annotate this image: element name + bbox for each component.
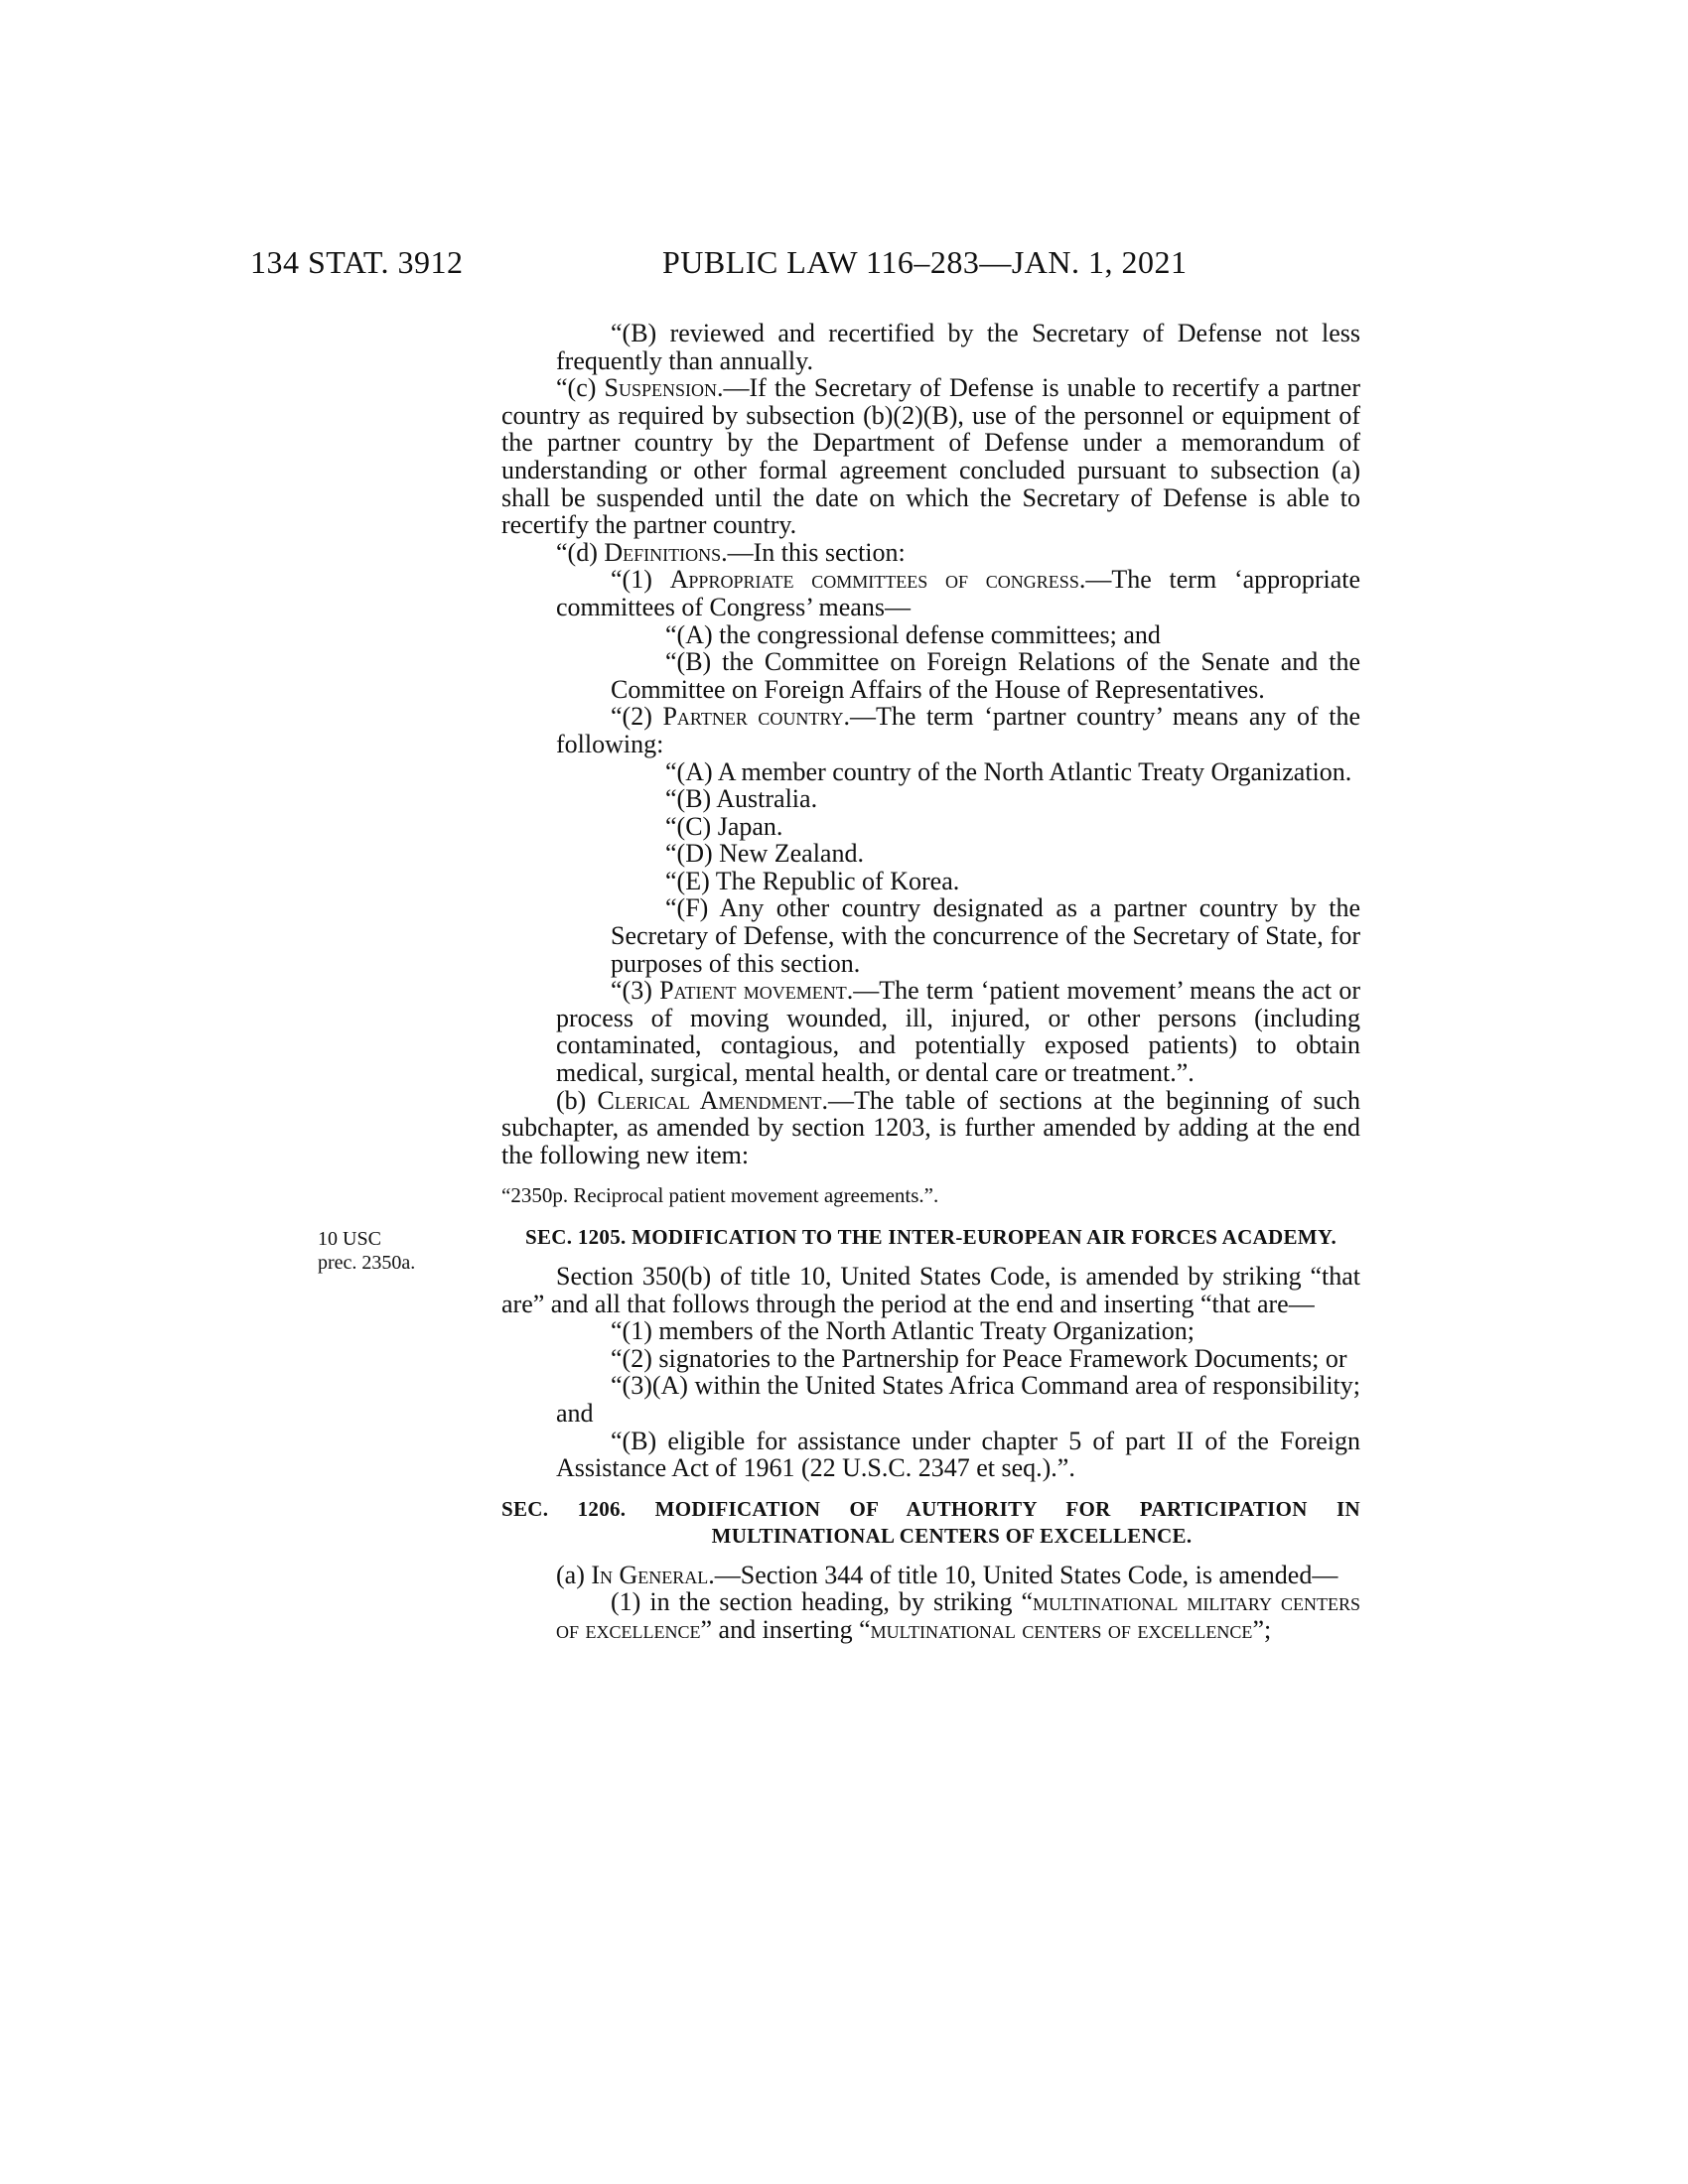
subparagraph: “(D) New Zealand.	[665, 839, 864, 869]
list-item: “(1) members of the North Atlantic Treaty Organization;	[611, 1316, 1195, 1346]
subsection-in-general	[501, 1562, 1360, 1589]
list-item	[501, 1588, 1360, 1643]
subparagraph: “(B) the Committee on Foreign Relations of the Senate and the Committee on Foreign Affairs of the House of Representatives.	[611, 647, 1360, 704]
subparagraph: “(A) the congressional defense committees; and	[665, 619, 1161, 649]
text: “(d)	[556, 537, 605, 567]
text: (b)	[556, 1085, 598, 1115]
definition-heading: Partner country	[662, 702, 844, 732]
text: (1) in the section heading, by striking “	[611, 1587, 1034, 1617]
table-of-sections-item: “2350p. Reciprocal patient movement agreements.”.	[501, 1183, 939, 1208]
quoted-heading: multinational centers of excellence	[870, 1614, 1253, 1644]
paragraph: “(B) reviewed and recertified by the Secretary of Defense not less frequently than annually.	[556, 319, 1360, 375]
text: .—Section 344 of title 10, United States Code, is amended—	[708, 1560, 1338, 1589]
subparagraph: “(C) Japan.	[665, 811, 783, 841]
subparagraph: “(E) The Republic of Korea.	[665, 866, 960, 895]
subsection-heading: Suspension	[604, 373, 718, 403]
list-item: “(3)(A) within the United States Africa Command area of responsibility; and	[556, 1371, 1360, 1428]
subsection-heading: Definitions	[604, 537, 722, 567]
text: ”;	[1252, 1614, 1272, 1644]
text: “(3)	[611, 976, 660, 1006]
section-heading-1206: SEC. 1206. MODIFICATION OF AUTHORITY FOR PARTICIPATION IN MULTINATIONAL CENTERS OF EXCELLENCE.	[501, 1496, 1360, 1548]
margin-note-line: prec. 2350a.	[318, 1252, 416, 1274]
text: .—In this section:	[721, 537, 906, 567]
subparagraph: “(F) Any other country designated as a partner country by the Secretary of Defense, with the concurrence of the Secretary of State, for purposes of this section.	[611, 893, 1360, 978]
paragraph: Section 350(b) of title 10, United States Code, is amended by striking “that are” and all that follows through the period at the end and inserting “that are—	[501, 1262, 1360, 1318]
text: (a)	[556, 1560, 592, 1589]
public-law-title: PUBLIC LAW 116–283—JAN. 1, 2021	[662, 244, 1188, 280]
text: .—The term ‘appropriate committees of Congress’ means—	[556, 565, 1360, 621]
margin-note	[318, 1227, 415, 1275]
text: ” and inserting “	[700, 1614, 871, 1644]
subparagraph: “(B) Australia.	[665, 784, 818, 814]
quoted-heading: multinational military centers of excellence	[556, 1587, 1360, 1644]
list-item: “(B) eligible for assistance under chapter 5 of part II of the Foreign Assistance Act of 1961 (22 U.S.C. 2347 et seq.).”.	[556, 1426, 1360, 1483]
text: “(1)	[611, 565, 670, 595]
running-header	[0, 244, 1688, 284]
definition-heading: Patient movement	[659, 976, 847, 1006]
subsection-heading: In General	[591, 1560, 709, 1589]
definition-paragraph	[501, 977, 1360, 1086]
subsection-suspension	[501, 374, 1360, 539]
text: .—The table of sections at the beginning of such subchapter, as amended by section 1203, is further amended by adding at the end the following new item:	[501, 1085, 1360, 1169]
subsection-heading: Clerical Amendment	[597, 1085, 822, 1115]
definition-heading: Appropriate committees of congress	[669, 565, 1079, 595]
definition-paragraph	[501, 703, 1360, 757]
clerical-amendment	[501, 1087, 1360, 1169]
subsection-definitions	[501, 539, 1360, 567]
list-item: “(2) signatories to the Partnership for Peace Framework Documents; or	[611, 1343, 1347, 1373]
document-body	[501, 320, 1360, 1644]
text: .—The term ‘partner country’ means any of the following:	[556, 702, 1360, 758]
text: .—If the Secretary of Defense is unable to recertify a partner country as required by subsection (b)(2)(B), use of the personnel or equipment of the partner country by the Department of Defense under a memorandum of understanding or other formal agreement concluded pursuant to subsection (a) shall be suspended until the date on which the Secretary of Defense is able to recertify the partner country.	[501, 373, 1360, 540]
section-heading-1205: SEC. 1205. MODIFICATION TO THE INTER-EUROPEAN AIR FORCES ACADEMY.	[524, 1225, 1337, 1249]
text: “(2)	[611, 702, 663, 732]
text: .—The term ‘patient movement’ means the act or process of moving wounded, ill, injured, or other persons (including contaminated, contagious, and potentially exposed patients) to obtain medical, surgical, mental health, or dental care or treatment.”.	[556, 976, 1360, 1088]
margin-note-line: 10 USC	[318, 1228, 381, 1250]
text: “(c)	[556, 373, 605, 403]
statute-page-number: 134 STAT. 3912	[250, 244, 464, 280]
definition-paragraph	[501, 566, 1360, 620]
subparagraph: “(A) A member country of the North Atlantic Treaty Organization.	[665, 756, 1352, 786]
